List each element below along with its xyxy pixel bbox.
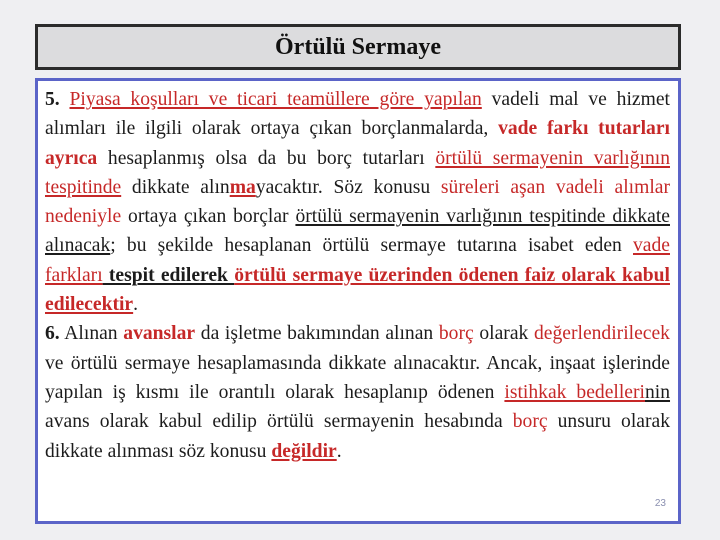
item-6-text-11: borç: [512, 411, 548, 433]
item-5-text-9: süreleri aşan vadeli alımlar nedeniyle: [45, 176, 670, 228]
paragraph-item-5: [45, 85, 670, 319]
item-6-text-7: ve örtülü sermaye hesaplamasında dikkate alınacaktır. Ancak, inşaat işlerinde yapılan iş kısmı ile orantılı olarak hesaplanıp ödenen: [45, 352, 670, 403]
item-5-text-13: vade farkları: [45, 235, 670, 286]
item-5-text-6: dikkate alın: [121, 176, 230, 198]
item-6-text-6: değerlendirilecek: [533, 323, 670, 345]
item-6-text-4: borç: [438, 323, 474, 345]
slide-title: Örtülü Sermaye: [275, 33, 441, 60]
item-6-text-5: olarak: [473, 323, 534, 345]
item-6-text-10: avans olarak kabul edilip örtülü sermayenin hesabında: [45, 411, 513, 433]
item-5-text-11: örtülü sermayenin varlığının tespitinde dikkate alınacak: [45, 206, 670, 257]
item-6-text-9: nin: [644, 381, 671, 403]
page-number: 23: [654, 497, 666, 509]
item-5-number: 5.: [45, 89, 60, 110]
item-5-text-8: yacaktır. Söz konusu: [255, 176, 441, 198]
item-6-text-2: avanslar: [123, 323, 196, 345]
item-6-text-13: değildir: [271, 440, 337, 462]
item-5-text-2: vadeli mal ve hizmet alımları ile ilgili olarak ortaya çıkan borçlanmalarda,: [45, 89, 670, 140]
item-5-text-3: vade farkı tutarları ayrıca: [45, 118, 670, 169]
slide-title-box: [35, 24, 681, 70]
item-6-text-12: unsuru olarak dikkate alınması söz konusu: [45, 411, 670, 462]
item-6-number: 6.: [45, 323, 60, 345]
paragraph-item-6: [45, 319, 670, 465]
item-5-text-5: örtülü sermayenin varlığının tespitinde: [45, 147, 670, 198]
item-6-text-8: istihkak bedelleri: [504, 381, 645, 403]
item-5-text-15: örtülü sermaye üzerinden ödenen faiz olarak kabul edilecektir: [45, 264, 670, 316]
item-6-text-3: da işletme bakımından alınan: [195, 323, 439, 345]
item-5-text-7: ma: [229, 176, 256, 198]
item-6-text-14: .: [336, 440, 342, 462]
item-5-text-14: tespit edilerek: [102, 264, 235, 286]
item-6-text-1: Alınan: [59, 323, 124, 345]
item-5-text-16: .: [133, 294, 139, 316]
item-5-text-10: ortaya çıkan borçlar: [121, 206, 296, 228]
content-box: [35, 78, 681, 524]
item-5-text-4: hesaplanmış olsa da bu borç tutarları: [97, 147, 436, 169]
item-5-text-12: ; bu şekilde hesaplanan örtülü sermaye tutarına isabet eden: [110, 235, 633, 257]
item-5-text-1: Piyasa koşulları ve ticari teamüllere göre yapılan: [69, 89, 482, 110]
